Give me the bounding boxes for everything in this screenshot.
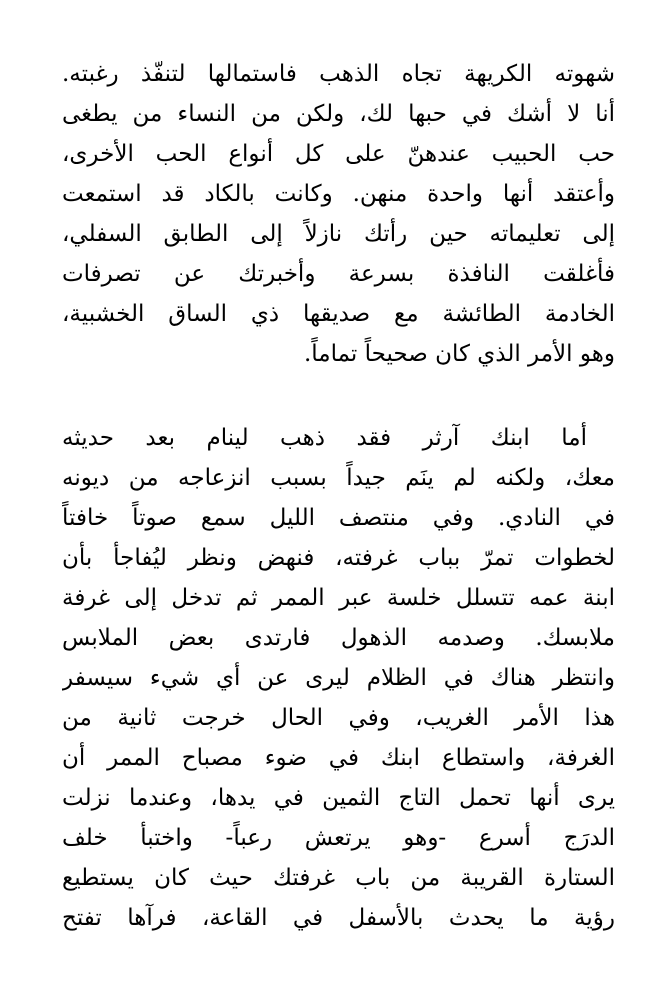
text-line: لخطوات تمرّ بباب غرفته، فنهض ونظر ليُفاجأ بأن <box>62 545 615 571</box>
text-line: وانتظر هناك في الظلام ليرى عن أي شيء سيسفر <box>62 665 615 691</box>
text-line: ابنة عمه تتسلل خلسة عبر الممر ثم تدخل إلى غرفة <box>62 585 615 611</box>
text-line: ملابسك. وصدمه الذهول فارتدى بعض الملابس <box>62 625 615 651</box>
text-line: هذا الأمر الغريب، وفي الحال خرجت ثانية من <box>62 705 615 731</box>
text-line: أنا لا أشك في حبها لك، ولكن من النساء من يطغى <box>62 101 615 127</box>
text-line: في النادي. وفي منتصف الليل سمع صوتاً خافتاً <box>62 505 615 531</box>
text-line: الستارة القريبة من باب غرفتك حيث كان يستطيع <box>62 865 615 891</box>
text-line: إلى تعليماته حين رأتك نازلاً إلى الطابق السفلي، <box>62 221 615 247</box>
text-line: يرى أنها تحمل التاج الثمين في يدها، وعندما نزلت <box>62 785 615 811</box>
text-line: معك، ولكنه لم ينَم جيداً بسبب انزعاجه من ديونه <box>62 465 615 491</box>
text-line: رؤية ما يحدث بالأسفل في القاعة، فرآها تفتح <box>62 905 615 931</box>
text-line: وهو الأمر الذي كان صحيحاً تماماً. <box>303 341 615 367</box>
text-line: الغرفة، واستطاع ابنك في ضوء مصباح الممر أن <box>62 745 615 771</box>
paragraph-2 <box>62 418 615 938</box>
text-line: فأغلقت النافذة بسرعة وأخبرتك عن تصرفات <box>62 261 615 287</box>
text-line: وأعتقد أنها واحدة منهن. وكانت بالكاد قد استمعت <box>62 181 615 207</box>
text-line: شهوته الكريهة تجاه الذهب فاستمالها لتنفّذ رغبته. <box>62 61 615 87</box>
text-line: الدرَج أسرع -وهو يرتعش رعباً- واختبأ خلف <box>62 825 615 851</box>
text-line: حب الحبيب عندهنّ على كل أنواع الحب الأخرى، <box>62 141 615 167</box>
text-line: أما ابنك آرثر فقد ذهب لينام بعد حديثه <box>62 425 587 451</box>
paragraph-1 <box>62 54 615 374</box>
text-line: الخادمة الطائشة مع صديقها ذي الساق الخشبية، <box>62 301 615 327</box>
